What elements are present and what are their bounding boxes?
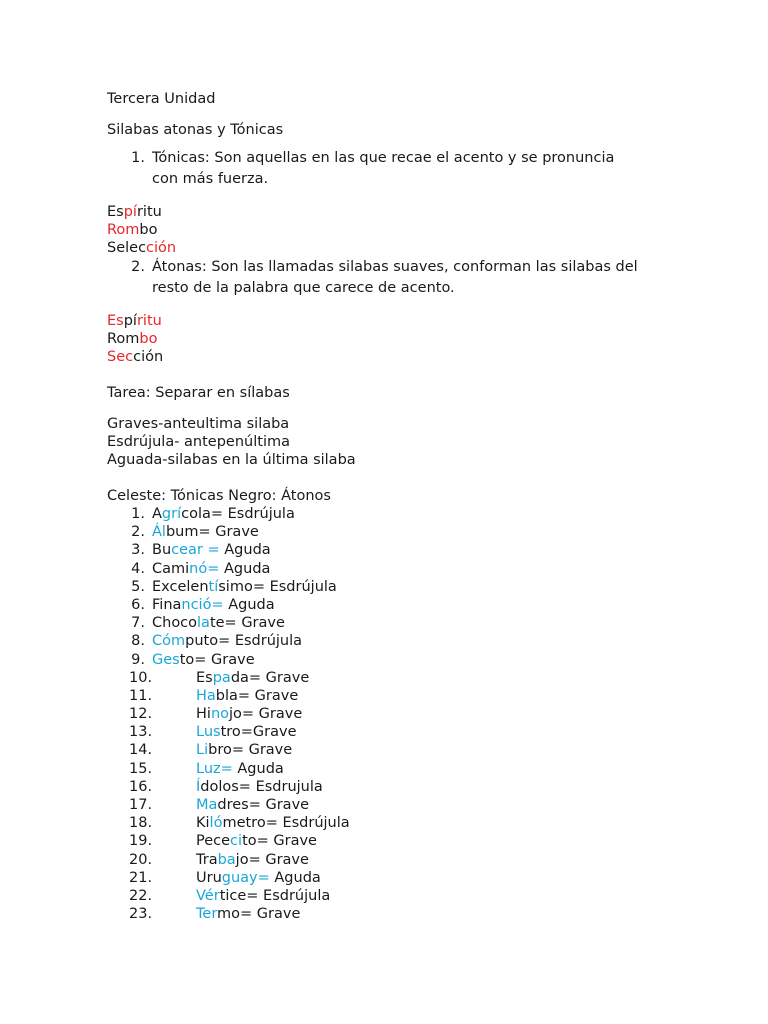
example-word <box>107 221 667 239</box>
syllable-highlight: Es <box>107 313 124 329</box>
syllable-text: bla= Grave <box>215 687 299 704</box>
list-number: 21. <box>129 869 153 886</box>
word-text <box>152 651 255 669</box>
syllable-text: ritu <box>136 204 162 220</box>
list-number: 20. <box>129 851 153 868</box>
definitions-list <box>107 415 667 469</box>
syllable-text: tro=Grave <box>220 724 297 741</box>
syllable-highlight: Rom <box>107 222 140 238</box>
word-text <box>196 741 292 759</box>
word-list-item <box>107 741 667 759</box>
word-text <box>196 723 297 741</box>
word-text <box>152 523 259 541</box>
list-number: 22. <box>129 887 153 904</box>
word-text <box>196 887 330 905</box>
syllable-text: simo= Esdrújula <box>218 578 337 595</box>
word-list-item <box>107 814 667 832</box>
syllable-highlight: tí <box>208 578 219 595</box>
word-text <box>196 832 317 850</box>
syllable-text: Hi <box>196 706 211 723</box>
word-list-item <box>107 723 667 741</box>
list-number: 8. <box>131 633 145 650</box>
syllable-text: Aguda <box>269 869 321 886</box>
syllable-text: Rom <box>107 331 140 347</box>
task-heading: Tarea: Separar en sílabas <box>107 385 290 401</box>
word-text <box>152 578 337 596</box>
syllable-text: to= Grave <box>242 833 317 850</box>
syllable-text: Tra <box>196 851 218 868</box>
list-number: 15. <box>129 760 153 777</box>
syllable-highlight: ción <box>146 240 177 256</box>
list-number: 12. <box>129 706 153 723</box>
syllable-text: jo= Grave <box>229 706 303 723</box>
word-list-item <box>107 796 667 814</box>
syllable-text: da= Grave <box>230 669 310 686</box>
word-list-item <box>107 687 667 705</box>
definition-atonas <box>107 257 667 299</box>
syllable-highlight: Li <box>196 742 209 759</box>
word-list-item <box>107 778 667 796</box>
definition-aguda: Aguada-silabas en la última silaba <box>107 452 356 468</box>
syllable-text: Selec <box>107 240 147 256</box>
syllable-text: Fina <box>152 596 182 613</box>
syllable-highlight: nció= <box>181 596 224 613</box>
list-number: 9. <box>131 651 145 668</box>
syllable-highlight: Ha <box>196 687 216 704</box>
word-text <box>152 541 271 559</box>
list-number: 5. <box>131 578 145 595</box>
word-text <box>196 687 298 705</box>
word-list <box>107 505 667 923</box>
list-number: 18. <box>129 815 153 832</box>
word-list-item <box>107 541 667 559</box>
syllable-text: Aguda <box>223 596 275 613</box>
example-atonas <box>107 312 667 366</box>
word-list-item <box>107 578 667 596</box>
syllable-highlight: ritu <box>136 313 162 329</box>
syllable-text: pí <box>123 313 137 329</box>
list-number: 6. <box>131 596 145 613</box>
syllable-highlight: Ma <box>196 797 218 813</box>
word-text <box>196 796 309 814</box>
list-number: 13. <box>129 724 153 741</box>
word-text <box>196 814 350 832</box>
syllable-highlight: pí <box>123 204 137 220</box>
word-list-item <box>107 614 667 632</box>
list-number: 14. <box>129 742 153 759</box>
syllable-text: A <box>152 506 162 522</box>
word-list-item <box>107 760 667 778</box>
syllable-highlight: Luz= <box>196 760 233 777</box>
syllable-highlight: Sec <box>107 349 134 365</box>
syllable-text: Uru <box>196 869 222 886</box>
word-list-item <box>107 851 667 869</box>
syllable-text: dres= Grave <box>217 797 310 813</box>
word-list-item <box>107 669 667 687</box>
syllable-highlight: Í <box>196 778 201 795</box>
list-number: 1. <box>131 150 145 166</box>
word-list-item <box>107 651 667 669</box>
word-list-item <box>107 832 667 850</box>
syllable-highlight: guay= <box>221 869 270 886</box>
syllable-text: cola= Esdrújula <box>181 506 295 522</box>
definition-esdrujula: Esdrújula- antepenúltima <box>107 434 290 450</box>
word-list-item <box>107 523 667 541</box>
syllable-highlight: cear = <box>171 542 225 559</box>
syllable-text: dolos= Esdrujula <box>200 778 323 795</box>
syllable-text: metro= Esdrújula <box>222 815 350 832</box>
syllable-text: bro= Grave <box>208 742 293 759</box>
example-tonicas <box>107 203 667 257</box>
syllable-text: Choco <box>152 615 198 632</box>
list-number: 10. <box>129 669 153 686</box>
syllable-text: tice= Esdrújula <box>219 887 331 904</box>
word-text <box>152 614 285 632</box>
list-number: 7. <box>131 615 145 632</box>
list-number: 4. <box>131 560 145 577</box>
word-text <box>196 869 321 887</box>
list-number: 2. <box>131 524 145 541</box>
definition-line: Tónicas: Son aquellas en las que recae el acento y se pronuncia <box>152 150 615 166</box>
syllable-text: mo= Grave <box>217 906 301 923</box>
word-text <box>196 705 302 723</box>
word-list-item <box>107 905 667 923</box>
syllable-text: Aguda <box>219 560 271 577</box>
word-text <box>152 596 275 614</box>
example-word <box>107 348 667 366</box>
syllable-highlight: ci <box>230 833 243 850</box>
word-list-item <box>107 505 667 523</box>
word-list-item <box>107 632 667 650</box>
syllable-text: Aguda <box>232 760 284 777</box>
example-word <box>107 312 667 330</box>
word-text <box>152 632 302 650</box>
word-list-item <box>107 596 667 614</box>
syllable-text: puto= Esdrújula <box>185 633 303 650</box>
syllable-highlight: Lus <box>196 724 221 741</box>
word-list-item <box>107 705 667 723</box>
syllable-highlight: Ges <box>152 651 180 668</box>
syllable-highlight: no <box>210 706 229 723</box>
word-text <box>196 778 323 796</box>
syllable-text: Cami <box>152 560 190 577</box>
syllable-highlight: Ál <box>152 524 166 541</box>
example-word <box>107 239 667 257</box>
syllable-highlight: Vér <box>196 887 220 904</box>
list-number: 19. <box>129 833 153 850</box>
syllable-highlight: ba <box>217 851 236 868</box>
document-subtitle: Silabas atonas y Tónicas <box>107 122 284 138</box>
document-title: Tercera Unidad <box>107 91 216 107</box>
syllable-highlight: nó= <box>189 560 220 577</box>
word-text <box>152 505 295 523</box>
definition-graves: Graves-anteultima silaba <box>107 416 290 432</box>
syllable-highlight: la <box>197 615 210 632</box>
syllable-text: bo <box>139 222 158 238</box>
syllable-text: te= Grave <box>209 615 285 632</box>
syllable-text: ción <box>133 349 164 365</box>
list-number: 1. <box>131 506 145 522</box>
syllable-text: Aguda <box>224 542 271 559</box>
syllable-highlight: grí <box>161 506 182 522</box>
syllable-highlight: bo <box>139 331 158 347</box>
word-list-item <box>107 887 667 905</box>
syllable-text: jo= Grave <box>235 851 309 868</box>
syllable-highlight: Ter <box>196 906 218 923</box>
example-word <box>107 330 667 348</box>
syllable-text: Bu <box>152 542 172 559</box>
syllable-text: Es <box>107 204 124 220</box>
list-number: 3. <box>131 542 145 559</box>
syllable-highlight: ló <box>209 815 223 832</box>
definition-line: resto de la palabra que carece de acento. <box>152 280 455 296</box>
syllable-highlight: pa <box>212 669 231 686</box>
syllable-text: Excelen <box>152 578 209 595</box>
word-text <box>196 760 284 778</box>
example-word <box>107 203 667 221</box>
syllable-text: Pece <box>196 833 231 850</box>
word-list-item <box>107 560 667 578</box>
definition-line: Átonas: Son las llamadas silabas suaves, conforman las silabas del <box>152 259 638 275</box>
word-text <box>196 669 309 687</box>
color-legend: Celeste: Tónicas Negro: Átonos <box>107 488 331 504</box>
word-text <box>196 905 300 923</box>
list-number: 23. <box>129 906 153 923</box>
word-list-item <box>107 869 667 887</box>
syllable-text: Es <box>196 669 213 686</box>
definition-line: con más fuerza. <box>152 171 269 187</box>
syllable-text: to= Grave <box>179 651 255 668</box>
syllable-text: Ki <box>196 815 210 832</box>
list-number: 17. <box>129 797 153 813</box>
list-number: 2. <box>131 259 145 275</box>
document-page <box>107 90 667 923</box>
syllable-highlight: Cóm <box>152 633 186 650</box>
list-number: 11. <box>129 687 153 704</box>
word-text <box>152 560 270 578</box>
list-number: 16. <box>129 778 153 795</box>
syllable-text: bum= Grave <box>165 524 259 541</box>
definition-tonicas <box>107 148 667 190</box>
word-text <box>196 851 309 869</box>
